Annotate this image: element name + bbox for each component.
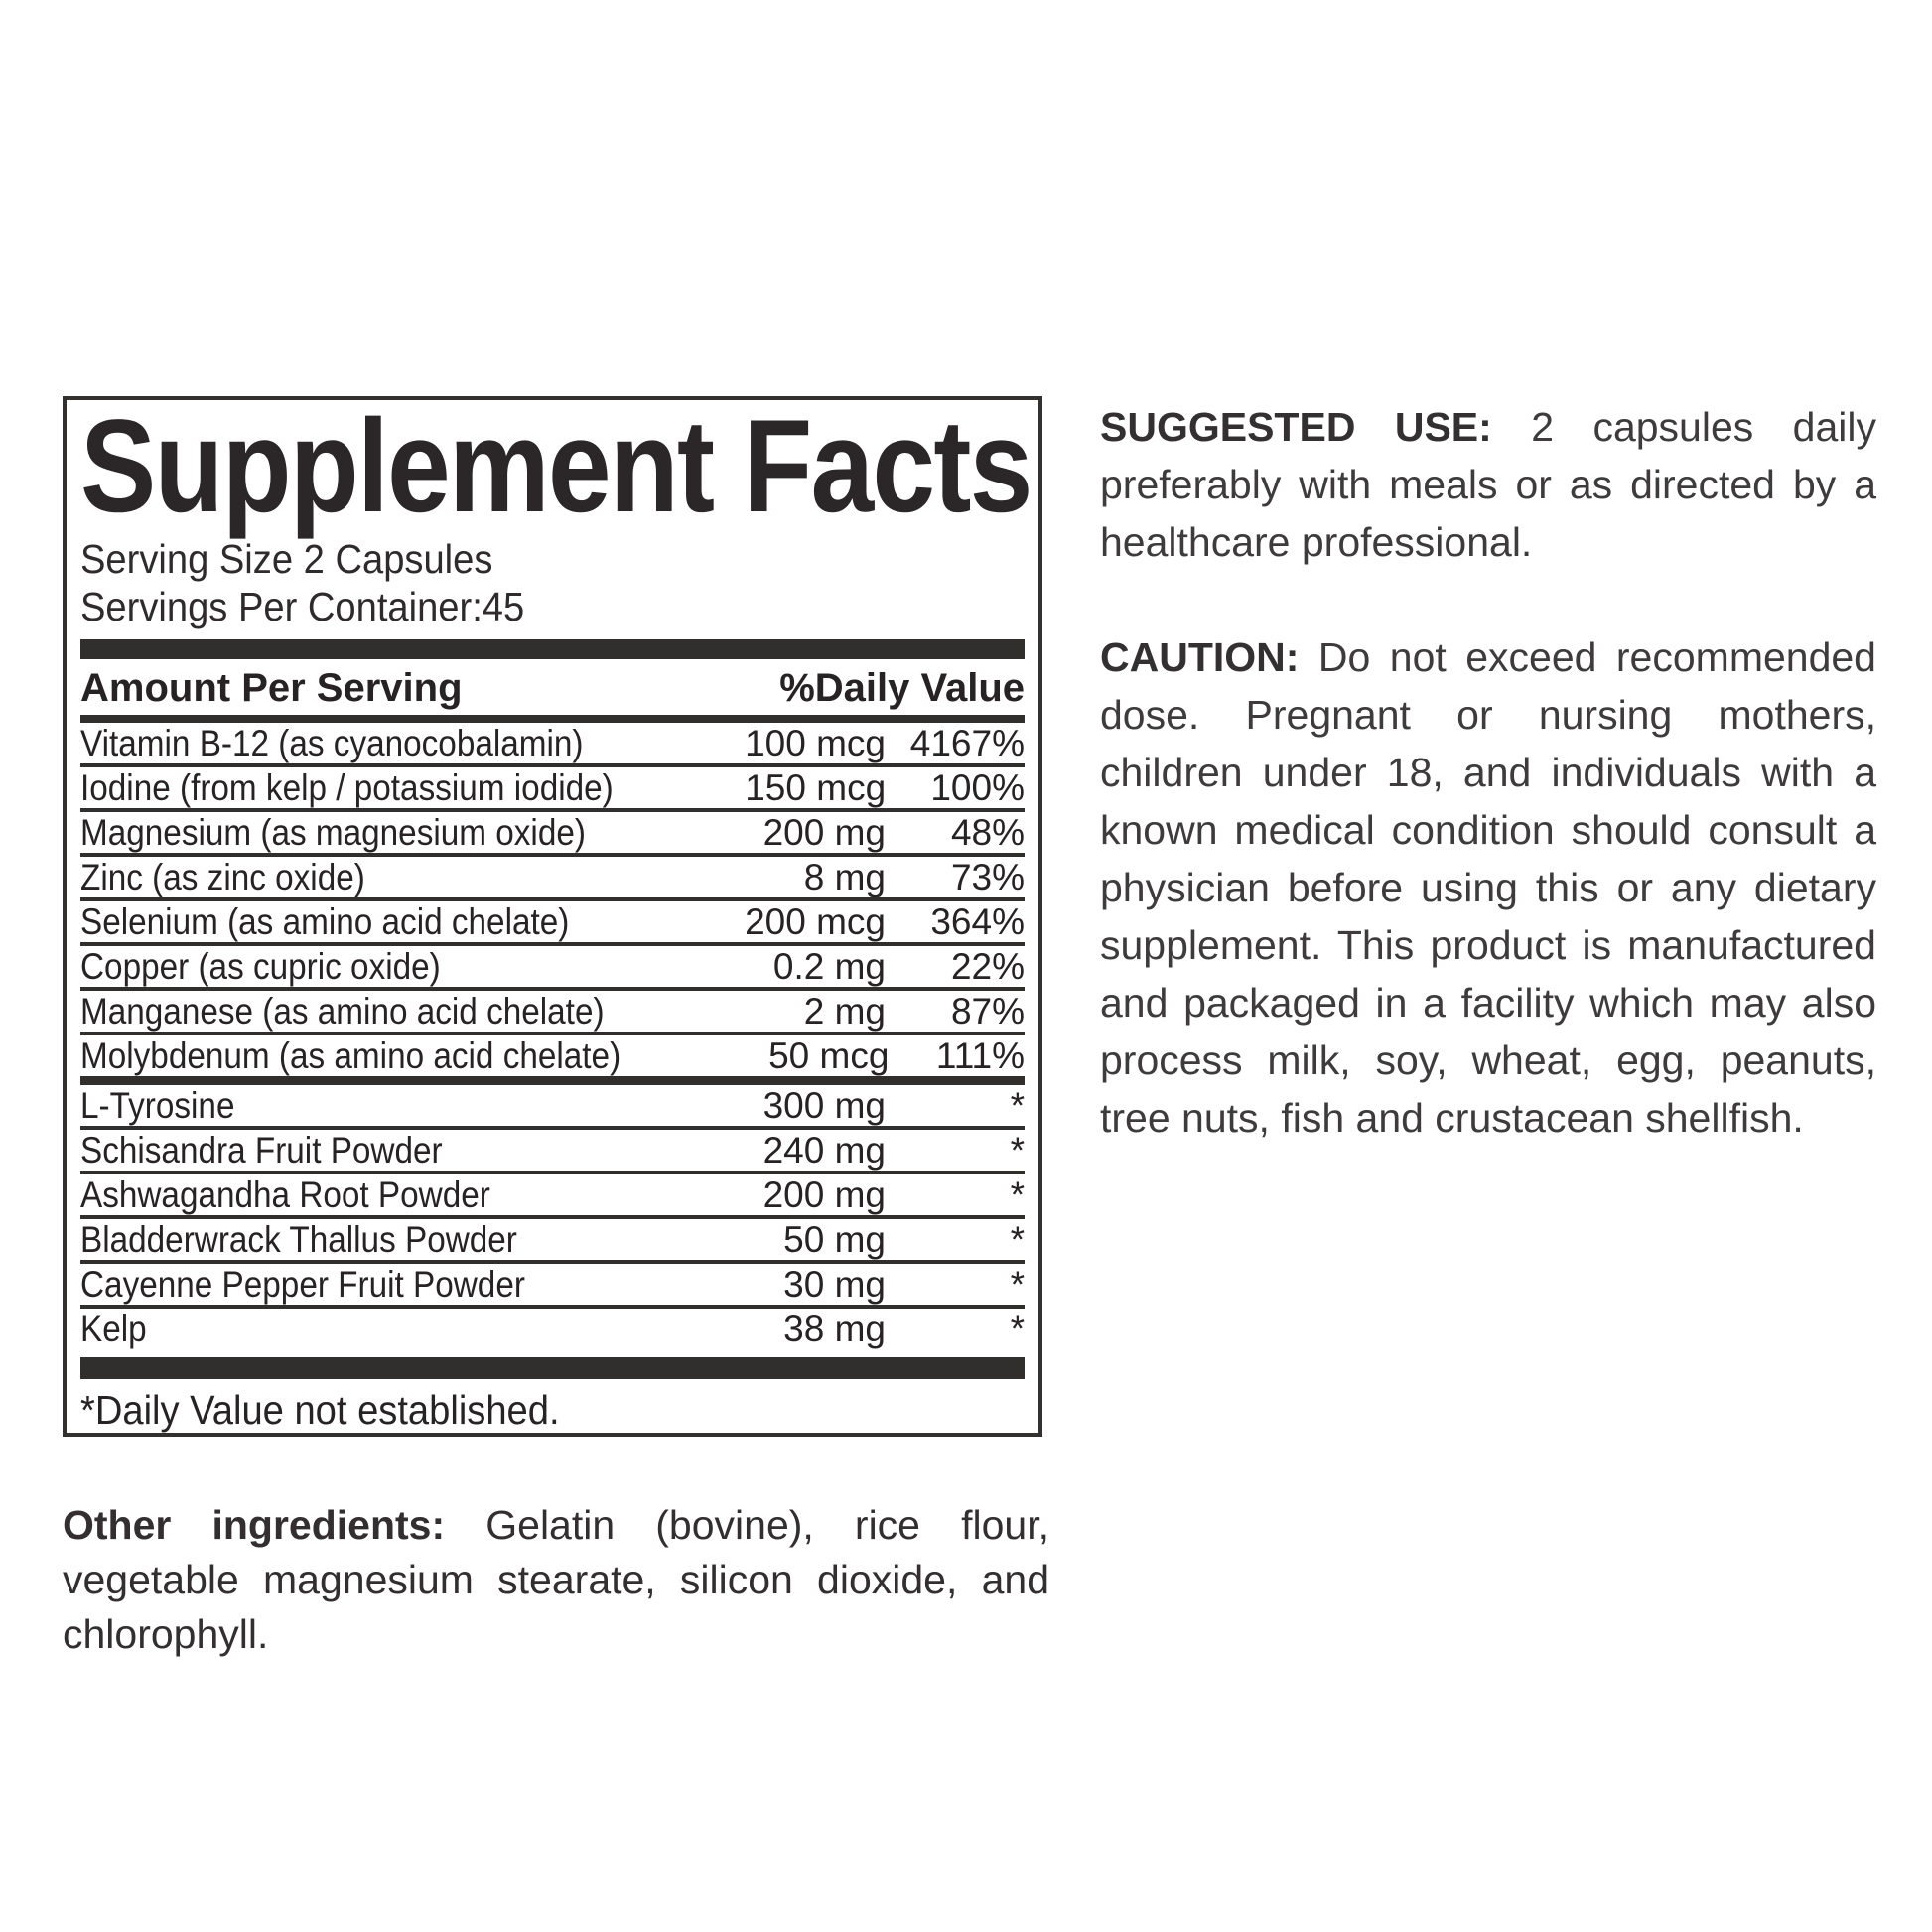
ingredient-daily-value: 4167% [909,723,1025,764]
other-ingredients [63,1498,1049,1662]
table-row [80,1260,1025,1305]
ingredient-name: L-Tyrosine [80,1085,235,1127]
supplement-facts-panel [63,396,1042,1437]
suggested-use-text: 2 capsules daily preferably with meals or as directed by a healthcare professional. [1100,404,1876,565]
divider-thick-bottom [80,1357,1025,1379]
ingredient-name: Cayenne Pepper Fruit Powder [80,1264,525,1306]
ingredient-amount: 0.2 mg [772,946,886,988]
caution-text: Do not exceed recommended dose. Pregnant or nursing mothers, children under 18, and individuals with a known medical condition should consult a physician before using this or any dietary supplement. This product is manufactured and packaged in a facility which may also process milk, soy, wheat, egg, peanuts, tree nuts, fish and crustacean shellfish. [1100,634,1876,1141]
ingredient-amount: 150 mcg [745,767,887,809]
table-row [80,987,1025,1032]
ingredient-name: Ashwagandha Root Powder [80,1174,490,1216]
table-row [80,723,1025,763]
ingredient-daily-value: 100% [930,767,1025,809]
serving-info [80,535,1025,630]
ingredient-name: Kelp [80,1309,147,1350]
ingredient-name: Magnesium (as magnesium oxide) [80,812,586,854]
ingredient-name: Bladderwrack Thallus Powder [80,1219,517,1261]
ingredient-daily-value: 73% [950,857,1025,898]
suggested-use-paragraph [1100,398,1876,571]
other-ingredients-label: Other ingredients: [63,1502,446,1548]
ingredient-daily-value: * [1010,1085,1025,1127]
table-header [80,659,1025,715]
table-row [80,1215,1025,1260]
table-row [80,1032,1025,1076]
table-row [80,942,1025,987]
servings-per-container: Servings Per Container:45 [80,584,525,630]
ingredient-amount: 200 mg [762,1174,886,1216]
ingredient-name: Zinc (as zinc oxide) [80,857,365,898]
table-row [80,1126,1025,1171]
ingredient-name: Schisandra Fruit Powder [80,1130,443,1172]
daily-value-footnote: *Daily Value not established. [80,1387,560,1434]
ingredient-daily-value: 111% [935,1035,1025,1077]
ingredient-amount: 200 mcg [745,901,886,943]
ingredient-daily-value: * [1010,1174,1025,1216]
ingredient-name: Manganese (as amino acid chelate) [80,991,605,1033]
ingredient-amount: 50 mcg [768,1035,890,1077]
ingredient-daily-value: 364% [930,901,1025,943]
usage-column [1100,398,1876,1147]
ingredient-daily-value: * [1010,1130,1025,1172]
ingredient-daily-value: 22% [950,946,1025,988]
ingredient-name: Copper (as cupric oxide) [80,946,441,988]
ingredient-name: Vitamin B-12 (as cyanocobalamin) [80,723,584,764]
table-row [80,1076,1025,1126]
ingredient-amount: 30 mg [783,1264,886,1306]
ingredient-amount: 50 mg [783,1219,886,1261]
caution-label: CAUTION: [1100,634,1300,680]
ingredient-name: Molybdenum (as amino acid chelate) [80,1035,621,1077]
ingredient-daily-value: 48% [950,812,1025,854]
ingredient-daily-value: * [1010,1219,1025,1261]
ingredient-amount: 300 mg [762,1085,886,1127]
ingredient-daily-value: * [1010,1264,1025,1306]
other-ingredients-text: Gelatin (bovine), rice flour, vegetable magnesium stearate, silicon dioxide, and chlorophyll. [63,1502,1049,1657]
ingredient-name: Iodine (from kelp / potassium iodide) [80,767,614,809]
table-row [80,1171,1025,1215]
ingredient-amount: 38 mg [783,1309,886,1350]
divider-thick-top [80,639,1025,659]
suggested-use-label: SUGGESTED USE: [1100,404,1492,450]
ingredient-amount: 8 mg [803,857,886,898]
table-row [80,808,1025,853]
ingredient-amount: 240 mg [762,1130,886,1172]
panel-title: Supplement Facts [80,396,1032,540]
caution-paragraph [1100,628,1876,1147]
ingredient-amount: 200 mg [762,812,886,854]
table-row [80,853,1025,897]
divider-header [80,715,1025,723]
amount-header: Amount Per Serving [80,666,463,711]
ingredient-amount: 2 mg [803,991,886,1033]
ingredient-amount: 100 mcg [745,723,886,764]
table-row [80,1305,1025,1349]
table-row [80,763,1025,808]
serving-size: Serving Size 2 Capsules [80,536,493,583]
daily-value-header: %Daily Value [779,666,1025,711]
ingredient-name: Selenium (as amino acid chelate) [80,901,570,943]
table-row [80,897,1025,942]
ingredient-daily-value: * [1010,1309,1025,1350]
ingredient-daily-value: 87% [950,991,1025,1033]
